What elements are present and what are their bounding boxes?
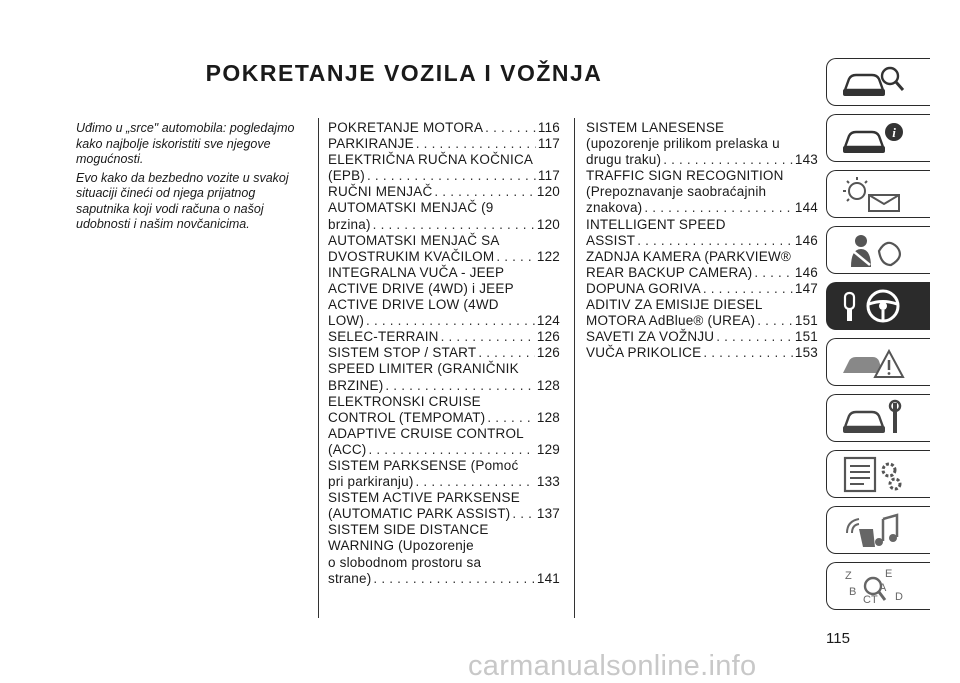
toc-page-number: 137 xyxy=(536,506,560,522)
intro-paragraph-2: Evo kako da bezbedno vozite u svakoj situaciji čineći od njega prijatnog saputnika koji vodi računa o našoj udobnosti i našim novčanicima. xyxy=(76,170,289,231)
dot-leader xyxy=(635,233,793,249)
toc-page-number: 116 xyxy=(537,120,560,135)
toc-entry-line: ZADNJA KAMERA (PARKVIEW® xyxy=(586,248,792,264)
tab-multimedia[interactable] xyxy=(826,506,930,554)
dot-leader xyxy=(364,313,535,329)
toc-entry[interactable] xyxy=(328,136,560,152)
car-info-icon xyxy=(839,119,911,157)
toc-entry[interactable] xyxy=(328,345,560,361)
tab-servicing[interactable] xyxy=(826,394,930,442)
toc-entry[interactable] xyxy=(586,168,818,216)
car-search-icon xyxy=(839,63,911,101)
dot-leader xyxy=(371,571,534,587)
column-divider-1 xyxy=(318,118,319,618)
toc-entry[interactable] xyxy=(586,249,818,281)
toc-entry-title: (AUTOMATIC PARK ASSIST) xyxy=(328,506,511,522)
toc-entry[interactable] xyxy=(586,329,818,345)
toc-entry-title: (EPB) xyxy=(328,168,366,184)
toc-entry[interactable] xyxy=(586,345,818,361)
dot-leader xyxy=(483,120,536,136)
toc-page-number: 151 xyxy=(794,329,818,345)
toc-entry-title: SISTEM STOP / START xyxy=(328,345,477,361)
dot-leader xyxy=(701,281,793,297)
tab-safety[interactable] xyxy=(826,226,930,274)
page-number: 115 xyxy=(826,630,850,647)
dot-leader xyxy=(414,474,535,490)
toc-entry-line: SISTEM SIDE DISTANCE xyxy=(328,522,489,538)
toc-page-number: 144 xyxy=(794,200,818,216)
dot-leader xyxy=(714,329,793,345)
multimedia-icon xyxy=(839,511,911,549)
car-emergency-icon xyxy=(839,343,911,381)
index-letter-d: D xyxy=(895,591,903,603)
toc-page-number: 120 xyxy=(536,216,560,232)
toc-entry-line: ADITIV ZA EMISIJE DIESEL xyxy=(586,297,763,313)
toc-entry-line: INTEGRALNA VUČA - JEEP xyxy=(328,264,505,280)
toc-entry-line: AUTOMATSKI MENJAČ SA xyxy=(328,232,500,248)
toc-entry-title: (ACC) xyxy=(328,441,367,457)
toc-page-number: 126 xyxy=(536,329,560,345)
toc-entry[interactable] xyxy=(586,297,818,329)
toc-page-number: 122 xyxy=(536,248,560,264)
car-service-icon xyxy=(839,399,911,437)
toc-entry[interactable] xyxy=(328,458,560,490)
toc-page-number: 129 xyxy=(536,441,560,457)
toc-entry-title: CONTROL (TEMPOMAT) xyxy=(328,409,486,425)
dot-leader xyxy=(414,136,536,152)
toc-page-number: 147 xyxy=(794,280,818,296)
index-letter-e: E xyxy=(885,568,893,580)
toc-page-number: 128 xyxy=(536,409,560,425)
toc-entry-line: (Prepoznavanje saobraćajnih xyxy=(586,184,767,200)
toc-entry-line: ELEKTRIČNA RUČNA KOČNICA xyxy=(328,152,534,168)
toc-entry-title: PARKIRANJE xyxy=(328,136,414,152)
toc-entry-title: BRZINE) xyxy=(328,377,384,393)
toc-entry[interactable] xyxy=(328,522,560,586)
toc-entry-line: AUTOMATSKI MENJAČ (9 xyxy=(328,200,494,216)
toc-entry-line: SISTEM ACTIVE PARKSENSE xyxy=(328,490,520,506)
toc-entry[interactable] xyxy=(328,184,560,200)
toc-entry[interactable] xyxy=(586,120,818,168)
toc-page-number: 128 xyxy=(536,377,560,393)
dot-leader xyxy=(371,217,535,233)
tab-starting-and-driving[interactable] xyxy=(826,282,930,330)
dot-leader xyxy=(701,345,793,361)
index-letter-t: T xyxy=(871,594,878,605)
toc-entry-title: MOTORA AdBlue® (UREA) xyxy=(586,313,756,329)
toc-page-number: 124 xyxy=(536,313,560,329)
index-letter-z: Z xyxy=(845,570,852,582)
toc-entry[interactable] xyxy=(586,217,818,249)
dot-leader xyxy=(383,378,534,394)
toc-page-number: 133 xyxy=(536,474,560,490)
dot-leader xyxy=(432,184,534,200)
toc-entry-title: POKRETANJE MOTORA xyxy=(328,120,484,135)
dot-leader xyxy=(510,506,535,522)
toc-entry[interactable] xyxy=(586,281,818,297)
key-steering-wheel-icon xyxy=(839,287,911,325)
chapter-tabs xyxy=(826,58,930,618)
index-letter-c: C xyxy=(863,594,871,605)
toc-entry-line: SISTEM PARKSENSE (Pomoć xyxy=(328,457,519,473)
toc-entry[interactable] xyxy=(328,394,560,426)
toc-entry[interactable] xyxy=(328,233,560,265)
toc-entry-title: DVOSTRUKIM KVAČILOM xyxy=(328,248,495,264)
dot-leader xyxy=(494,249,535,265)
toc-entry-title: ASSIST xyxy=(586,232,636,248)
dot-leader xyxy=(642,200,792,216)
toc-entry[interactable] xyxy=(328,490,560,522)
toc-entry-title: SELEC-TERRAIN xyxy=(328,329,439,345)
index-letter-a: A xyxy=(879,582,887,594)
toc-entry-line: ACTIVE DRIVE (4WD) i JEEP xyxy=(328,280,514,296)
index-letter-b: B xyxy=(849,586,857,598)
toc-entry-line: (upozorenje prilikom prelaska u xyxy=(586,136,780,152)
tab-warning-lights[interactable] xyxy=(826,170,930,218)
tab-getting-to-know[interactable] xyxy=(826,58,930,106)
tab-in-an-emergency[interactable] xyxy=(826,338,930,386)
intro-paragraph-1: Uđimo u „srce" automobila: pogledajmo kako najbolje iskoristiti sve njegove mogućnosti. xyxy=(76,121,295,166)
page-title: POKRETANJE VOZILA I VOŽNJA xyxy=(205,60,603,86)
toc-entry-line: SPEED LIMITER (GRANIČNIK xyxy=(328,361,519,377)
toc-entry[interactable] xyxy=(328,120,560,136)
toc-entry-title: RUČNI MENJAČ xyxy=(328,184,433,200)
toc-column-2 xyxy=(586,120,818,361)
toc-page-number: 117 xyxy=(537,168,560,184)
toc-entry-title: pri parkiranju) xyxy=(328,474,414,490)
toc-entry[interactable] xyxy=(328,329,560,345)
toc-entry-line: ACTIVE DRIVE LOW (4WD xyxy=(328,297,499,313)
toc-entry-line: SISTEM LANESENSE xyxy=(586,120,725,135)
toc-entry-line: ADAPTIVE CRUISE CONTROL xyxy=(328,425,524,441)
toc-page-number: 141 xyxy=(536,570,560,586)
dot-leader xyxy=(485,410,535,426)
toc-page-number: 126 xyxy=(536,345,560,361)
toc-entry-title: DOPUNA GORIVA xyxy=(586,280,701,296)
toc-entry[interactable] xyxy=(328,265,560,329)
dot-leader xyxy=(661,152,793,168)
toc-entry-title: brzina) xyxy=(328,216,371,232)
toc-entry-title: REAR BACKUP CAMERA) xyxy=(586,264,753,280)
toc-entry-title: drugu traku) xyxy=(586,152,662,168)
toc-entry[interactable] xyxy=(328,361,560,393)
toc-page-number: 151 xyxy=(794,313,818,329)
toc-page-number: 146 xyxy=(794,232,818,248)
watermark-text: carmanualsonline.info xyxy=(468,650,757,682)
toc-entry-title: znakova) xyxy=(586,200,643,216)
toc-entry-line: INTELLIGENT SPEED xyxy=(586,216,726,232)
dot-leader xyxy=(367,442,535,458)
toc-column-1 xyxy=(328,120,560,587)
toc-entry[interactable] xyxy=(328,426,560,458)
toc-page-number: 146 xyxy=(794,264,818,280)
technical-data-icon xyxy=(839,455,911,493)
column-divider-2 xyxy=(574,118,575,618)
tab-dashboard[interactable] xyxy=(826,114,930,162)
dot-leader xyxy=(752,265,793,281)
toc-page-number: 117 xyxy=(537,136,560,152)
toc-page-number: 143 xyxy=(794,152,818,168)
dot-leader xyxy=(439,329,535,345)
toc-entry-line: TRAFFIC SIGN RECOGNITION xyxy=(586,168,784,184)
toc-entry-title: SAVETI ZA VOŽNJU xyxy=(586,329,715,345)
toc-page-number: 120 xyxy=(536,184,560,200)
intro-text xyxy=(76,121,304,236)
tab-technical-data[interactable] xyxy=(826,450,930,498)
dot-leader xyxy=(476,345,535,361)
toc-entry-line: ELEKTRONSKI CRUISE xyxy=(328,393,481,409)
alphabetical-index-icon xyxy=(839,567,911,605)
toc-page-number: 153 xyxy=(794,345,818,361)
toc-entry-line: o slobodnom prostoru sa xyxy=(328,554,482,570)
toc-entry[interactable] xyxy=(328,200,560,232)
seatbelt-safety-icon xyxy=(839,231,911,269)
toc-entry-line: WARNING (Upozorenje xyxy=(328,538,474,554)
dot-leader xyxy=(365,168,536,184)
toc-entry-title: VUČA PRIKOLICE xyxy=(586,345,702,361)
toc-entry-title: LOW) xyxy=(328,313,365,329)
toc-entry-title: strane) xyxy=(328,570,372,586)
warning-light-icon xyxy=(839,175,911,213)
toc-entry[interactable] xyxy=(328,152,560,184)
svg-text:i: i xyxy=(892,125,896,140)
dot-leader xyxy=(755,313,793,329)
tab-index[interactable] xyxy=(826,562,930,610)
